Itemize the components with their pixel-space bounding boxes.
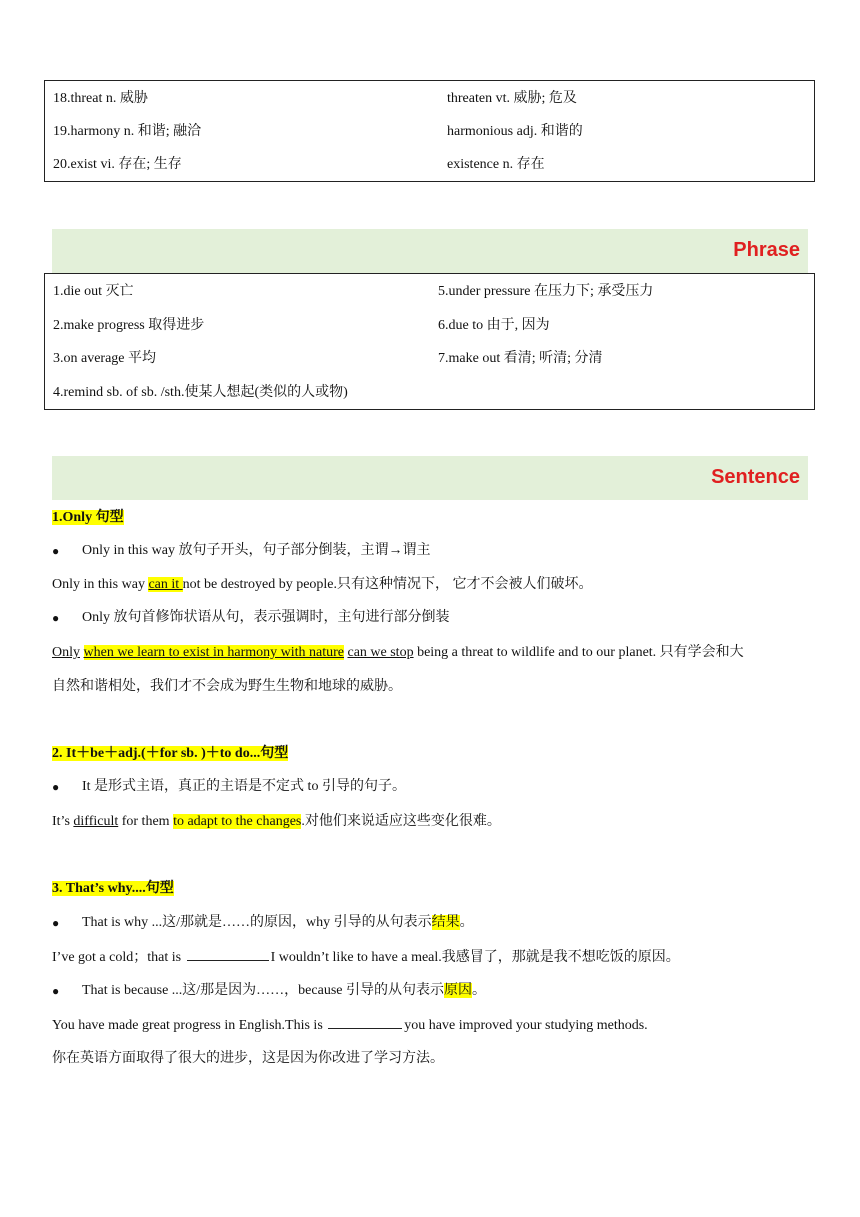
phrase-item-2: 2.make progress 取得进步 [53,318,205,333]
bullet-icon: ● [52,984,60,998]
bullet-icon: ● [52,780,60,794]
section-3-heading: 3. That’s why....句型 [52,881,174,896]
phrase-item-3: 3.on average 平均 [53,351,157,366]
section-2-example: It’s difficult for them to adapt to the changes.对他们来说适应这些变化很难。 [52,814,501,829]
section-2-rule: It 是形式主语，真正的主语是不定式 to 引导的句子。 [82,779,406,794]
fill-in-blank[interactable] [187,946,269,961]
section-1-heading: 1.Only 句型 [52,510,124,525]
bullet-icon: ● [52,611,60,625]
section-1-rule-1: Only in this way 放句子开头，句子部分倒装，主谓→谓主 [82,543,431,558]
section-3-rule-1: That is why ...这/那就是……的原因，why 引导的从句表示结果。 [82,915,474,930]
section-3-example-1: I’ve got a cold；that is I wouldn’t like to have a meal.我感冒了，那就是我不想吃饭的原因。 [52,946,680,969]
phrase-table [44,273,815,410]
phrase-item-7: 7.make out 看清; 听清; 分清 [438,351,603,366]
section-3-example-2: You have made great progress in English.This is you have improved your studying methods. [52,1014,648,1037]
phrase-item-4: 4.remind sb. of sb. /sth.使某人想起(类似的人或物) [53,385,348,400]
bullet-icon: ● [52,544,60,558]
section-1-rule-2: Only 放句首修饰状语从句，表示强调时，主句进行部分倒装 [82,610,450,625]
phrase-section-header [52,229,808,273]
phrase-item-5: 5.under pressure 在压力下; 承受压力 [438,284,654,299]
phrase-title: Phrase [733,239,800,261]
section-1-example-2: Only when we learn to exist in harmony with nature can we stop being a threat to wildlife and to our planet. 只有学会和大 [52,645,744,660]
vocabulary-table [44,80,815,182]
section-2-heading: 2. It＋be＋adj.(＋for sb. )＋to do...句型 [52,746,289,761]
vocab-item-20-derived: existence n. 存在 [447,157,545,172]
sentence-title: Sentence [711,466,800,488]
phrase-item-6: 6.due to 由于, 因为 [438,318,550,333]
vocab-item-18: 18.threat n. 威胁 [53,91,148,106]
section-1-example-2-translation: 自然和谐相处，我们才不会成为野生生物和地球的威胁。 [52,679,402,694]
phrase-item-1: 1.die out 灭亡 [53,284,134,299]
vocab-item-19: 19.harmony n. 和谐; 融洽 [53,124,202,139]
vocab-item-19-derived: harmonious adj. 和谐的 [447,124,583,139]
section-3-rule-2: That is because ...这/那是因为……，because 引导的从句表示原因。 [82,983,486,998]
section-3-example-2-translation: 你在英语方面取得了很大的进步，这是因为你改进了学习方法。 [52,1051,444,1066]
section-1-example-1: Only in this way can it not be destroyed by people.只有这种情况下， 它才不会被人们破坏。 [52,577,593,592]
fill-in-blank[interactable] [328,1014,402,1029]
bullet-icon: ● [52,916,60,930]
sentence-section-header [52,456,808,500]
vocab-item-20: 20.exist vi. 存在; 生存 [53,157,182,172]
vocab-item-18-derived: threaten vt. 威胁; 危及 [447,91,577,106]
